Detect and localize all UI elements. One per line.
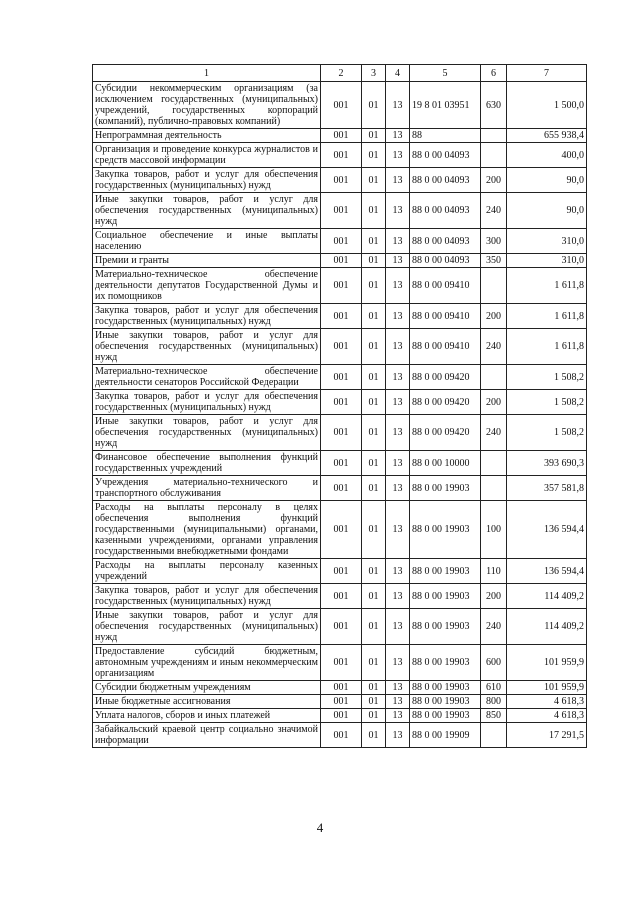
section-code-cell: 01 bbox=[362, 365, 386, 390]
table-row bbox=[93, 559, 587, 584]
subsection-code-cell: 13 bbox=[386, 268, 410, 304]
amount-cell: 1 508,2 bbox=[507, 390, 587, 415]
table-row bbox=[93, 609, 587, 645]
subsection-code-cell: 13 bbox=[386, 129, 410, 143]
section-code-cell: 01 bbox=[362, 329, 386, 365]
amount-cell: 4 618,3 bbox=[507, 695, 587, 709]
table-row bbox=[93, 645, 587, 681]
department-code-cell: 001 bbox=[321, 681, 362, 695]
section-code-cell: 01 bbox=[362, 390, 386, 415]
amount-cell: 1 500,0 bbox=[507, 82, 587, 129]
expense-name-cell: Закупка товаров, работ и услуг для обеспечения государственных (муниципальных) нужд bbox=[93, 584, 321, 609]
department-code-cell: 001 bbox=[321, 229, 362, 254]
expense-name-cell: Иные закупки товаров, работ и услуг для обеспечения государственных (муниципальных) нужд bbox=[93, 329, 321, 365]
amount-cell: 655 938,4 bbox=[507, 129, 587, 143]
expense-name-cell: Субсидии некоммерческим организациям (за исключением государственных (муниципальных) учреждений, государственных корпораций (компаний), публично-правовых компаний) bbox=[93, 82, 321, 129]
section-code-cell: 01 bbox=[362, 709, 386, 723]
subsection-code-cell: 13 bbox=[386, 415, 410, 451]
target-article-cell: 88 0 00 04093 bbox=[410, 143, 481, 168]
amount-cell: 17 291,5 bbox=[507, 723, 587, 748]
section-code-cell: 01 bbox=[362, 559, 386, 584]
amount-cell: 1 611,8 bbox=[507, 304, 587, 329]
expense-type-cell: 630 bbox=[481, 82, 507, 129]
department-code-cell: 001 bbox=[321, 365, 362, 390]
expense-name-cell: Непрограммная деятельность bbox=[93, 129, 321, 143]
target-article-cell: 88 0 00 09410 bbox=[410, 329, 481, 365]
subsection-code-cell: 13 bbox=[386, 365, 410, 390]
section-code-cell: 01 bbox=[362, 168, 386, 193]
expense-name-cell: Иные бюджетные ассигнования bbox=[93, 695, 321, 709]
target-article-cell: 88 0 00 19903 bbox=[410, 501, 481, 559]
expense-type-cell: 110 bbox=[481, 559, 507, 584]
expense-type-cell: 350 bbox=[481, 254, 507, 268]
expense-name-cell: Материально-техническое обеспечение деятельности депутатов Государственной Думы и их помощников bbox=[93, 268, 321, 304]
target-article-cell: 88 0 00 04093 bbox=[410, 193, 481, 229]
expense-type-cell: 800 bbox=[481, 695, 507, 709]
subsection-code-cell: 13 bbox=[386, 723, 410, 748]
amount-cell: 114 409,2 bbox=[507, 584, 587, 609]
target-article-cell: 88 0 00 19903 bbox=[410, 695, 481, 709]
department-code-cell: 001 bbox=[321, 609, 362, 645]
expense-name-cell: Материально-техническое обеспечение деятельности сенаторов Российской Федерации bbox=[93, 365, 321, 390]
expense-type-cell: 240 bbox=[481, 609, 507, 645]
subsection-code-cell: 13 bbox=[386, 681, 410, 695]
table-row bbox=[93, 168, 587, 193]
expense-type-cell bbox=[481, 723, 507, 748]
table-row bbox=[93, 723, 587, 748]
target-article-cell: 88 0 00 04093 bbox=[410, 254, 481, 268]
expense-type-cell bbox=[481, 129, 507, 143]
section-code-cell: 01 bbox=[362, 268, 386, 304]
table-row bbox=[93, 390, 587, 415]
budget-table bbox=[92, 64, 587, 748]
section-code-cell: 01 bbox=[362, 476, 386, 501]
subsection-code-cell: 13 bbox=[386, 584, 410, 609]
table-row bbox=[93, 695, 587, 709]
table-row bbox=[93, 681, 587, 695]
table-row bbox=[93, 329, 587, 365]
subsection-code-cell: 13 bbox=[386, 143, 410, 168]
target-article-cell: 88 0 00 04093 bbox=[410, 229, 481, 254]
column-header: 1 bbox=[93, 65, 321, 82]
column-header: 2 bbox=[321, 65, 362, 82]
amount-cell: 310,0 bbox=[507, 254, 587, 268]
target-article-cell: 88 0 00 19903 bbox=[410, 476, 481, 501]
amount-cell: 90,0 bbox=[507, 168, 587, 193]
section-code-cell: 01 bbox=[362, 584, 386, 609]
page-number: 4 bbox=[316, 820, 324, 835]
department-code-cell: 001 bbox=[321, 559, 362, 584]
target-article-cell: 88 0 00 19903 bbox=[410, 681, 481, 695]
amount-cell: 1 611,8 bbox=[507, 329, 587, 365]
amount-cell: 357 581,8 bbox=[507, 476, 587, 501]
department-code-cell: 001 bbox=[321, 82, 362, 129]
target-article-cell: 88 0 00 19903 bbox=[410, 709, 481, 723]
table-row bbox=[93, 451, 587, 476]
table-body bbox=[93, 82, 587, 748]
section-code-cell: 01 bbox=[362, 695, 386, 709]
expense-name-cell: Закупка товаров, работ и услуг для обеспечения государственных (муниципальных) нужд bbox=[93, 390, 321, 415]
department-code-cell: 001 bbox=[321, 329, 362, 365]
expense-type-cell: 200 bbox=[481, 168, 507, 193]
table-row bbox=[93, 268, 587, 304]
amount-cell: 1 611,8 bbox=[507, 268, 587, 304]
amount-cell: 310,0 bbox=[507, 229, 587, 254]
expense-name-cell: Организация и проведение конкурса журналистов и средств массовой информации bbox=[93, 143, 321, 168]
subsection-code-cell: 13 bbox=[386, 254, 410, 268]
section-code-cell: 01 bbox=[362, 681, 386, 695]
table-row bbox=[93, 501, 587, 559]
target-article-cell: 88 0 00 09420 bbox=[410, 365, 481, 390]
table-row bbox=[93, 476, 587, 501]
section-code-cell: 01 bbox=[362, 723, 386, 748]
expense-name-cell: Субсидии бюджетным учреждениям bbox=[93, 681, 321, 695]
target-article-cell: 88 0 00 04093 bbox=[410, 168, 481, 193]
subsection-code-cell: 13 bbox=[386, 476, 410, 501]
table-row bbox=[93, 129, 587, 143]
section-code-cell: 01 bbox=[362, 129, 386, 143]
section-code-cell: 01 bbox=[362, 229, 386, 254]
target-article-cell: 88 0 00 19903 bbox=[410, 609, 481, 645]
expense-type-cell: 300 bbox=[481, 229, 507, 254]
expense-name-cell: Расходы на выплаты персоналу в целях обеспечения выполнения функций государственными (муниципальными) органами, казенными учреждениями, органами управления государственными внебюджетными фондами bbox=[93, 501, 321, 559]
section-code-cell: 01 bbox=[362, 451, 386, 476]
department-code-cell: 001 bbox=[321, 304, 362, 329]
amount-cell: 400,0 bbox=[507, 143, 587, 168]
column-header: 4 bbox=[386, 65, 410, 82]
amount-cell: 4 618,3 bbox=[507, 709, 587, 723]
department-code-cell: 001 bbox=[321, 268, 362, 304]
table-row bbox=[93, 254, 587, 268]
expense-type-cell: 240 bbox=[481, 329, 507, 365]
target-article-cell: 88 0 00 09420 bbox=[410, 415, 481, 451]
table-row bbox=[93, 584, 587, 609]
subsection-code-cell: 13 bbox=[386, 229, 410, 254]
table-header-row bbox=[93, 65, 587, 82]
amount-cell: 101 959,9 bbox=[507, 681, 587, 695]
department-code-cell: 001 bbox=[321, 129, 362, 143]
section-code-cell: 01 bbox=[362, 143, 386, 168]
expense-type-cell bbox=[481, 365, 507, 390]
section-code-cell: 01 bbox=[362, 501, 386, 559]
target-article-cell: 88 0 00 19903 bbox=[410, 645, 481, 681]
table-row bbox=[93, 82, 587, 129]
target-article-cell: 88 0 00 09410 bbox=[410, 304, 481, 329]
expense-name-cell: Премии и гранты bbox=[93, 254, 321, 268]
expense-type-cell bbox=[481, 451, 507, 476]
expense-type-cell: 600 bbox=[481, 645, 507, 681]
target-article-cell: 88 0 00 09410 bbox=[410, 268, 481, 304]
department-code-cell: 001 bbox=[321, 645, 362, 681]
amount-cell: 136 594,4 bbox=[507, 501, 587, 559]
subsection-code-cell: 13 bbox=[386, 645, 410, 681]
target-article-cell: 88 bbox=[410, 129, 481, 143]
department-code-cell: 001 bbox=[321, 723, 362, 748]
amount-cell: 114 409,2 bbox=[507, 609, 587, 645]
target-article-cell: 19 8 01 03951 bbox=[410, 82, 481, 129]
expense-type-cell: 240 bbox=[481, 415, 507, 451]
table-row bbox=[93, 193, 587, 229]
expense-name-cell: Забайкальский краевой центр социально значимой информации bbox=[93, 723, 321, 748]
section-code-cell: 01 bbox=[362, 645, 386, 681]
expense-type-cell: 200 bbox=[481, 584, 507, 609]
expense-type-cell: 100 bbox=[481, 501, 507, 559]
subsection-code-cell: 13 bbox=[386, 390, 410, 415]
section-code-cell: 01 bbox=[362, 609, 386, 645]
subsection-code-cell: 13 bbox=[386, 501, 410, 559]
expense-type-cell: 240 bbox=[481, 193, 507, 229]
amount-cell: 393 690,3 bbox=[507, 451, 587, 476]
table-row bbox=[93, 365, 587, 390]
subsection-code-cell: 13 bbox=[386, 609, 410, 645]
expense-type-cell: 200 bbox=[481, 390, 507, 415]
department-code-cell: 001 bbox=[321, 476, 362, 501]
department-code-cell: 001 bbox=[321, 501, 362, 559]
section-code-cell: 01 bbox=[362, 304, 386, 329]
expense-name-cell: Предоставление субсидий бюджетным, автономным учреждениям и иным некоммерческим организациям bbox=[93, 645, 321, 681]
expense-type-cell: 200 bbox=[481, 304, 507, 329]
expense-type-cell bbox=[481, 143, 507, 168]
amount-cell: 1 508,2 bbox=[507, 365, 587, 390]
department-code-cell: 001 bbox=[321, 451, 362, 476]
expense-name-cell: Учреждения материально-технического и транспортного обслуживания bbox=[93, 476, 321, 501]
department-code-cell: 001 bbox=[321, 695, 362, 709]
subsection-code-cell: 13 bbox=[386, 559, 410, 584]
expense-name-cell: Расходы на выплаты персоналу казенных учреждений bbox=[93, 559, 321, 584]
expense-name-cell: Иные закупки товаров, работ и услуг для обеспечения государственных (муниципальных) нужд bbox=[93, 415, 321, 451]
target-article-cell: 88 0 00 10000 bbox=[410, 451, 481, 476]
expense-name-cell: Иные закупки товаров, работ и услуг для обеспечения государственных (муниципальных) нужд bbox=[93, 609, 321, 645]
table-row bbox=[93, 709, 587, 723]
department-code-cell: 001 bbox=[321, 584, 362, 609]
target-article-cell: 88 0 00 09420 bbox=[410, 390, 481, 415]
column-header: 7 bbox=[507, 65, 587, 82]
section-code-cell: 01 bbox=[362, 193, 386, 229]
expense-name-cell: Закупка товаров, работ и услуг для обеспечения государственных (муниципальных) нужд bbox=[93, 168, 321, 193]
department-code-cell: 001 bbox=[321, 709, 362, 723]
expense-name-cell: Уплата налогов, сборов и иных платежей bbox=[93, 709, 321, 723]
amount-cell: 101 959,9 bbox=[507, 645, 587, 681]
expense-type-cell bbox=[481, 268, 507, 304]
column-header: 6 bbox=[481, 65, 507, 82]
amount-cell: 1 508,2 bbox=[507, 415, 587, 451]
expense-name-cell: Социальное обеспечение и иные выплаты населению bbox=[93, 229, 321, 254]
subsection-code-cell: 13 bbox=[386, 304, 410, 329]
table-row bbox=[93, 304, 587, 329]
expense-name-cell: Иные закупки товаров, работ и услуг для обеспечения государственных (муниципальных) нужд bbox=[93, 193, 321, 229]
section-code-cell: 01 bbox=[362, 82, 386, 129]
expense-type-cell: 850 bbox=[481, 709, 507, 723]
expense-type-cell: 610 bbox=[481, 681, 507, 695]
target-article-cell: 88 0 00 19903 bbox=[410, 559, 481, 584]
target-article-cell: 88 0 00 19909 bbox=[410, 723, 481, 748]
table-row bbox=[93, 415, 587, 451]
subsection-code-cell: 13 bbox=[386, 451, 410, 476]
subsection-code-cell: 13 bbox=[386, 709, 410, 723]
department-code-cell: 001 bbox=[321, 143, 362, 168]
subsection-code-cell: 13 bbox=[386, 82, 410, 129]
column-header: 3 bbox=[362, 65, 386, 82]
amount-cell: 90,0 bbox=[507, 193, 587, 229]
subsection-code-cell: 13 bbox=[386, 168, 410, 193]
target-article-cell: 88 0 00 19903 bbox=[410, 584, 481, 609]
subsection-code-cell: 13 bbox=[386, 329, 410, 365]
table-row bbox=[93, 143, 587, 168]
department-code-cell: 001 bbox=[321, 390, 362, 415]
expense-name-cell: Финансовое обеспечение выполнения функций государственных учреждений bbox=[93, 451, 321, 476]
department-code-cell: 001 bbox=[321, 168, 362, 193]
section-code-cell: 01 bbox=[362, 254, 386, 268]
expense-name-cell: Закупка товаров, работ и услуг для обеспечения государственных (муниципальных) нужд bbox=[93, 304, 321, 329]
section-code-cell: 01 bbox=[362, 415, 386, 451]
subsection-code-cell: 13 bbox=[386, 695, 410, 709]
amount-cell: 136 594,4 bbox=[507, 559, 587, 584]
department-code-cell: 001 bbox=[321, 193, 362, 229]
table-row bbox=[93, 229, 587, 254]
subsection-code-cell: 13 bbox=[386, 193, 410, 229]
column-header: 5 bbox=[410, 65, 481, 82]
expense-type-cell bbox=[481, 476, 507, 501]
department-code-cell: 001 bbox=[321, 415, 362, 451]
department-code-cell: 001 bbox=[321, 254, 362, 268]
